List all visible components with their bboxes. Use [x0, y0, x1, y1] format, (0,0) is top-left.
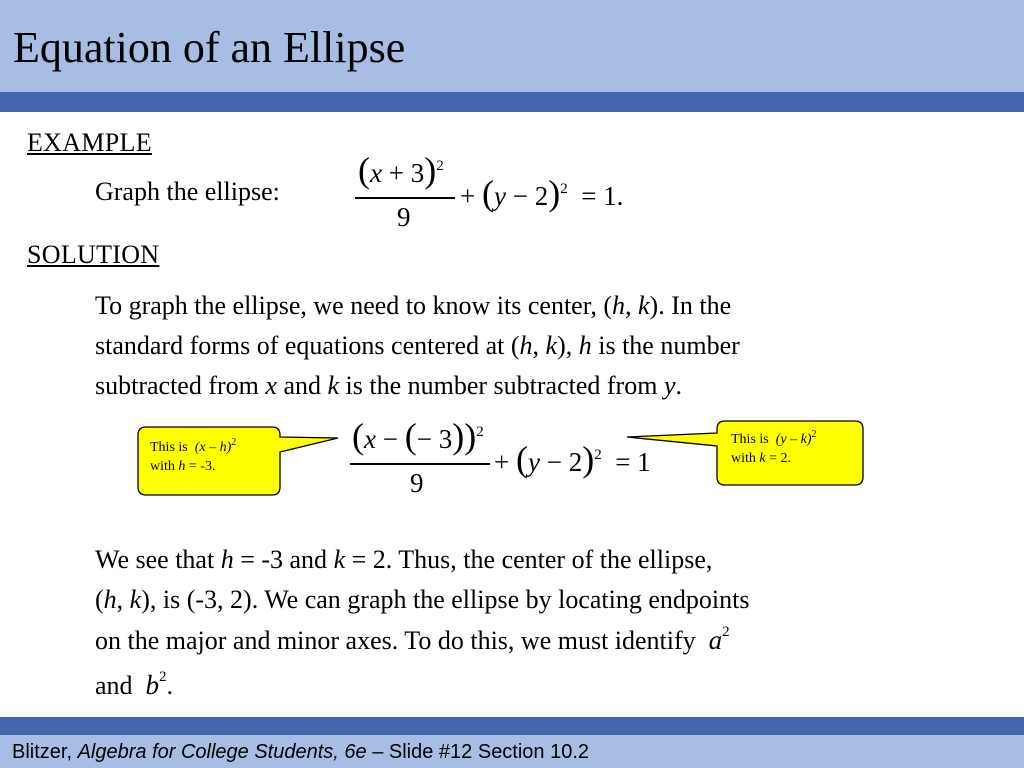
example-prompt: Graph the ellipse: [95, 177, 280, 206]
footer-citation: Blitzer, Algebra for College Students, 6e – Slide #12 Section 10.2 [12, 741, 590, 763]
footer-stripe [0, 717, 1024, 735]
solution-paragraph-1: To graph the ellipse, we need to know its center, (h, k). In the standard forms of equations centered at (h, k), h is the number subtracted from x and k is the number subtracted from y. [95, 291, 740, 400]
callout-right: This is (y – k)$^2$ with k = 2. [731, 429, 817, 466]
solution-label: SOLUTION [27, 240, 160, 269]
slide-title: Equation of an Ellipse [13, 23, 406, 72]
example-label: EXAMPLE [27, 128, 152, 157]
callout-left: This is (x – h)$^2$ with h = -3. [150, 437, 237, 474]
solution-paragraph-2: We see that h = -3 and k = 2. Thus, the center of the ellipse, (h, k), is (-3, 2). We can graph the ellipse by locating endpoints on the major and minor axes. To do this, we must identify $a^2$ and $b^2$. [95, 545, 750, 700]
